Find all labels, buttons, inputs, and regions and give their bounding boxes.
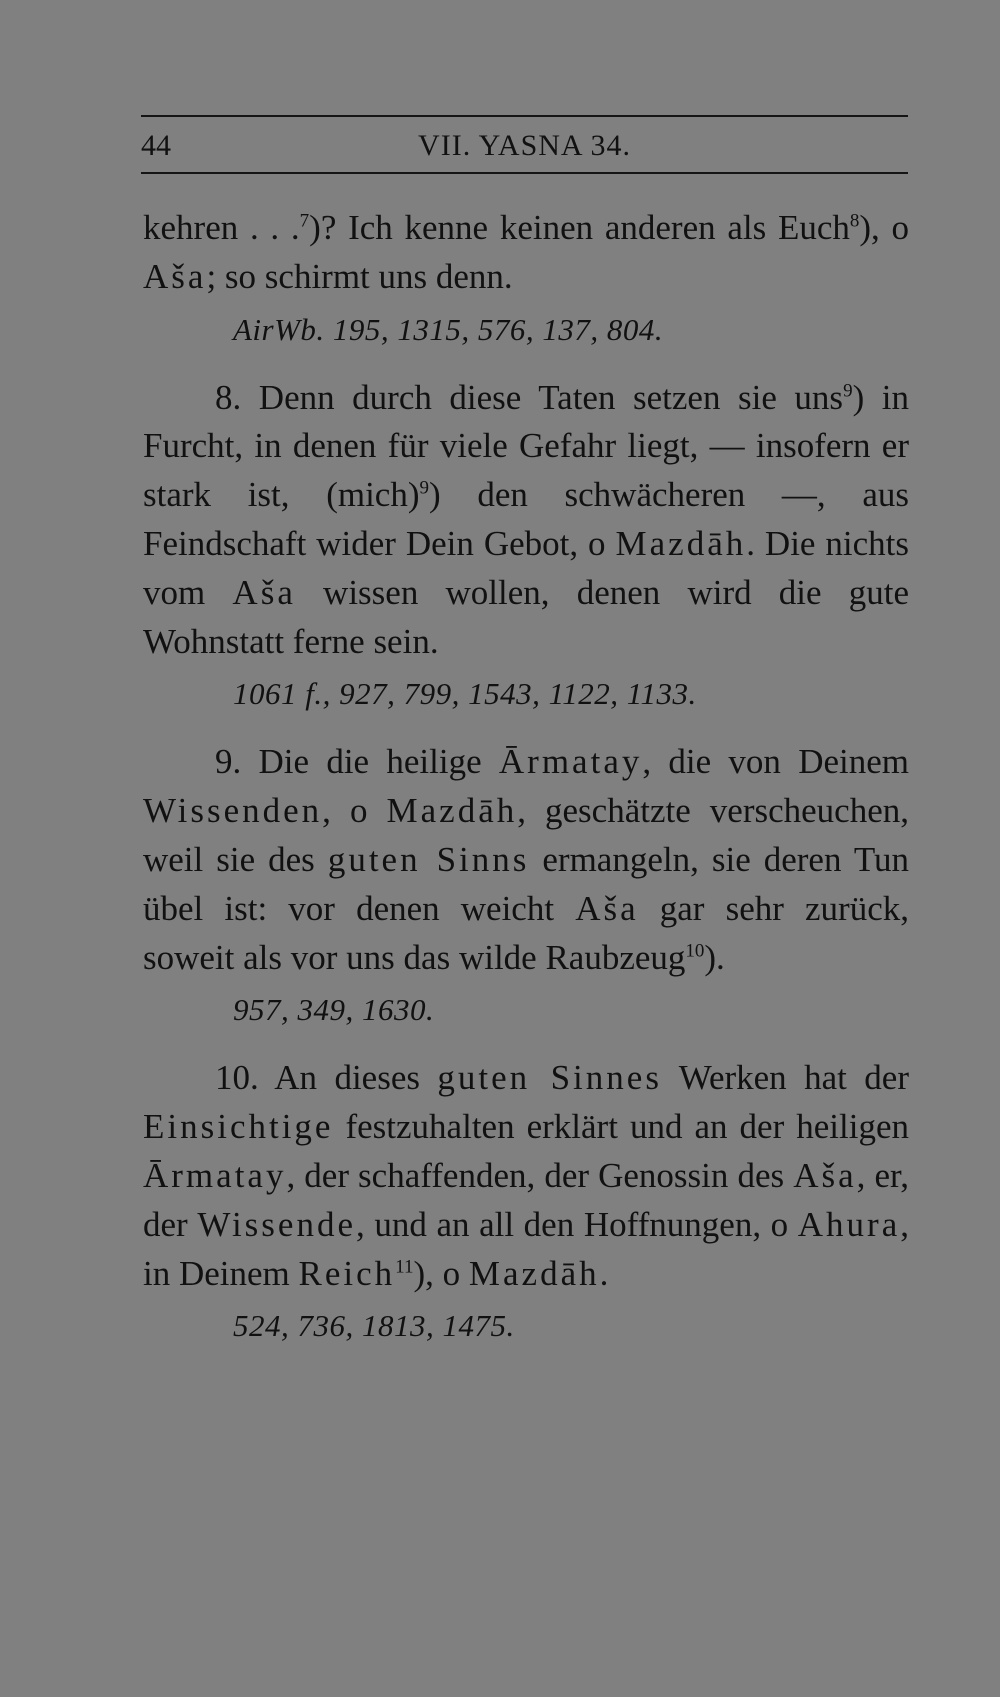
running-title: VII. YASNA 34. [418,129,631,162]
text-run: wissen wollen, denen wird die gute Wohnstatt ferne sein. [143,572,909,661]
spaced-term: guten Sinns [327,839,530,879]
header-rule-top [141,115,908,117]
text-run: Werken hat der [661,1058,909,1098]
spaced-term: Aša [793,1155,857,1195]
page-number: 44 [141,129,171,162]
reference-line: 524, 736, 1813, 1475. [233,1308,515,1344]
footnote-marker: 8 [849,210,860,232]
text-run: . [599,1253,609,1293]
text-run: , in Deinem [143,1204,909,1293]
spaced-term: Ārmatay [498,742,643,782]
paragraph-8 [143,374,909,667]
reference-line: AirWb. 195, 1315, 576, 137, 804. [233,311,664,347]
spaced-term: Ahura [797,1204,901,1244]
paragraph-10 [143,1054,909,1298]
text-run: ) den schwächeren —, aus Feindschaft wider Dein Gebot, o [143,475,909,563]
text-run: ; so schirmt uns denn. [206,256,513,296]
text-run: 8. Denn durch diese Taten setzen sie uns [215,377,844,417]
text-run: , die von Deinem [642,742,909,782]
text-run: 9. Die die heilige [215,742,499,782]
reference-line: 1061 f., 927, 799, 1543, 1122, 1133. [233,676,697,712]
text-run: festzuhalten erklärt und an der heiligen [333,1107,909,1147]
header-rule-bottom [141,172,908,174]
footnote-marker: 7 [299,210,310,232]
footnote-marker: 10 [685,939,705,961]
spaced-term: Ārmatay [143,1155,287,1195]
spaced-term: Mazdāh [615,523,747,563]
text-run: gar sehr zurück, soweit als vor uns das wilde Raubzeug [143,888,909,977]
text-run: ) in Furcht, in denen für viele Gefahr liegt, — insofern er stark ist, (mich) [143,377,909,515]
reference-line: 957, 349, 1630. [233,992,435,1028]
spaced-term: Mazdāh [386,791,518,831]
text-run: ), o [413,1253,469,1293]
text-run: ), o [859,208,909,247]
text-run: . Die nichts vom [143,523,909,612]
spaced-term: Wissende [197,1204,356,1244]
footnote-marker: 9 [419,477,429,499]
text-run: ). [704,937,725,977]
footnote-marker: 9 [843,379,853,401]
text-run: kehren . . . [143,208,300,247]
spaced-term: Mazdāh [468,1253,600,1293]
body-text [143,204,909,1370]
spaced-term: Wissenden [143,791,323,831]
spaced-term: guten Sinnes [437,1058,662,1098]
text-run: , und an all den Hoffnungen, o [355,1204,798,1244]
spaced-term: Aša [575,888,639,928]
text-run: , o [322,791,387,831]
paragraph-continuation [143,204,909,302]
footnote-marker: 11 [395,1255,414,1277]
spaced-term: Reich [298,1253,396,1293]
spaced-term: Aša [143,256,207,296]
text-run: )? Ich kenne keinen anderen als Euch [309,208,850,247]
text-run: , der schaffenden, der Genossin des [286,1155,794,1195]
spaced-term: Aša [232,572,296,612]
text-run: ermangeln, sie deren Tun übel ist: vor denen weicht [143,839,909,928]
page-header [141,124,908,168]
text-run: , geschätzte verscheuchen, weil sie des [143,791,909,879]
text-run: , er, der [143,1155,909,1244]
spaced-term: Einsichtige [143,1107,334,1147]
paragraph-9 [143,738,909,982]
text-run: 10. An dieses [215,1058,438,1098]
